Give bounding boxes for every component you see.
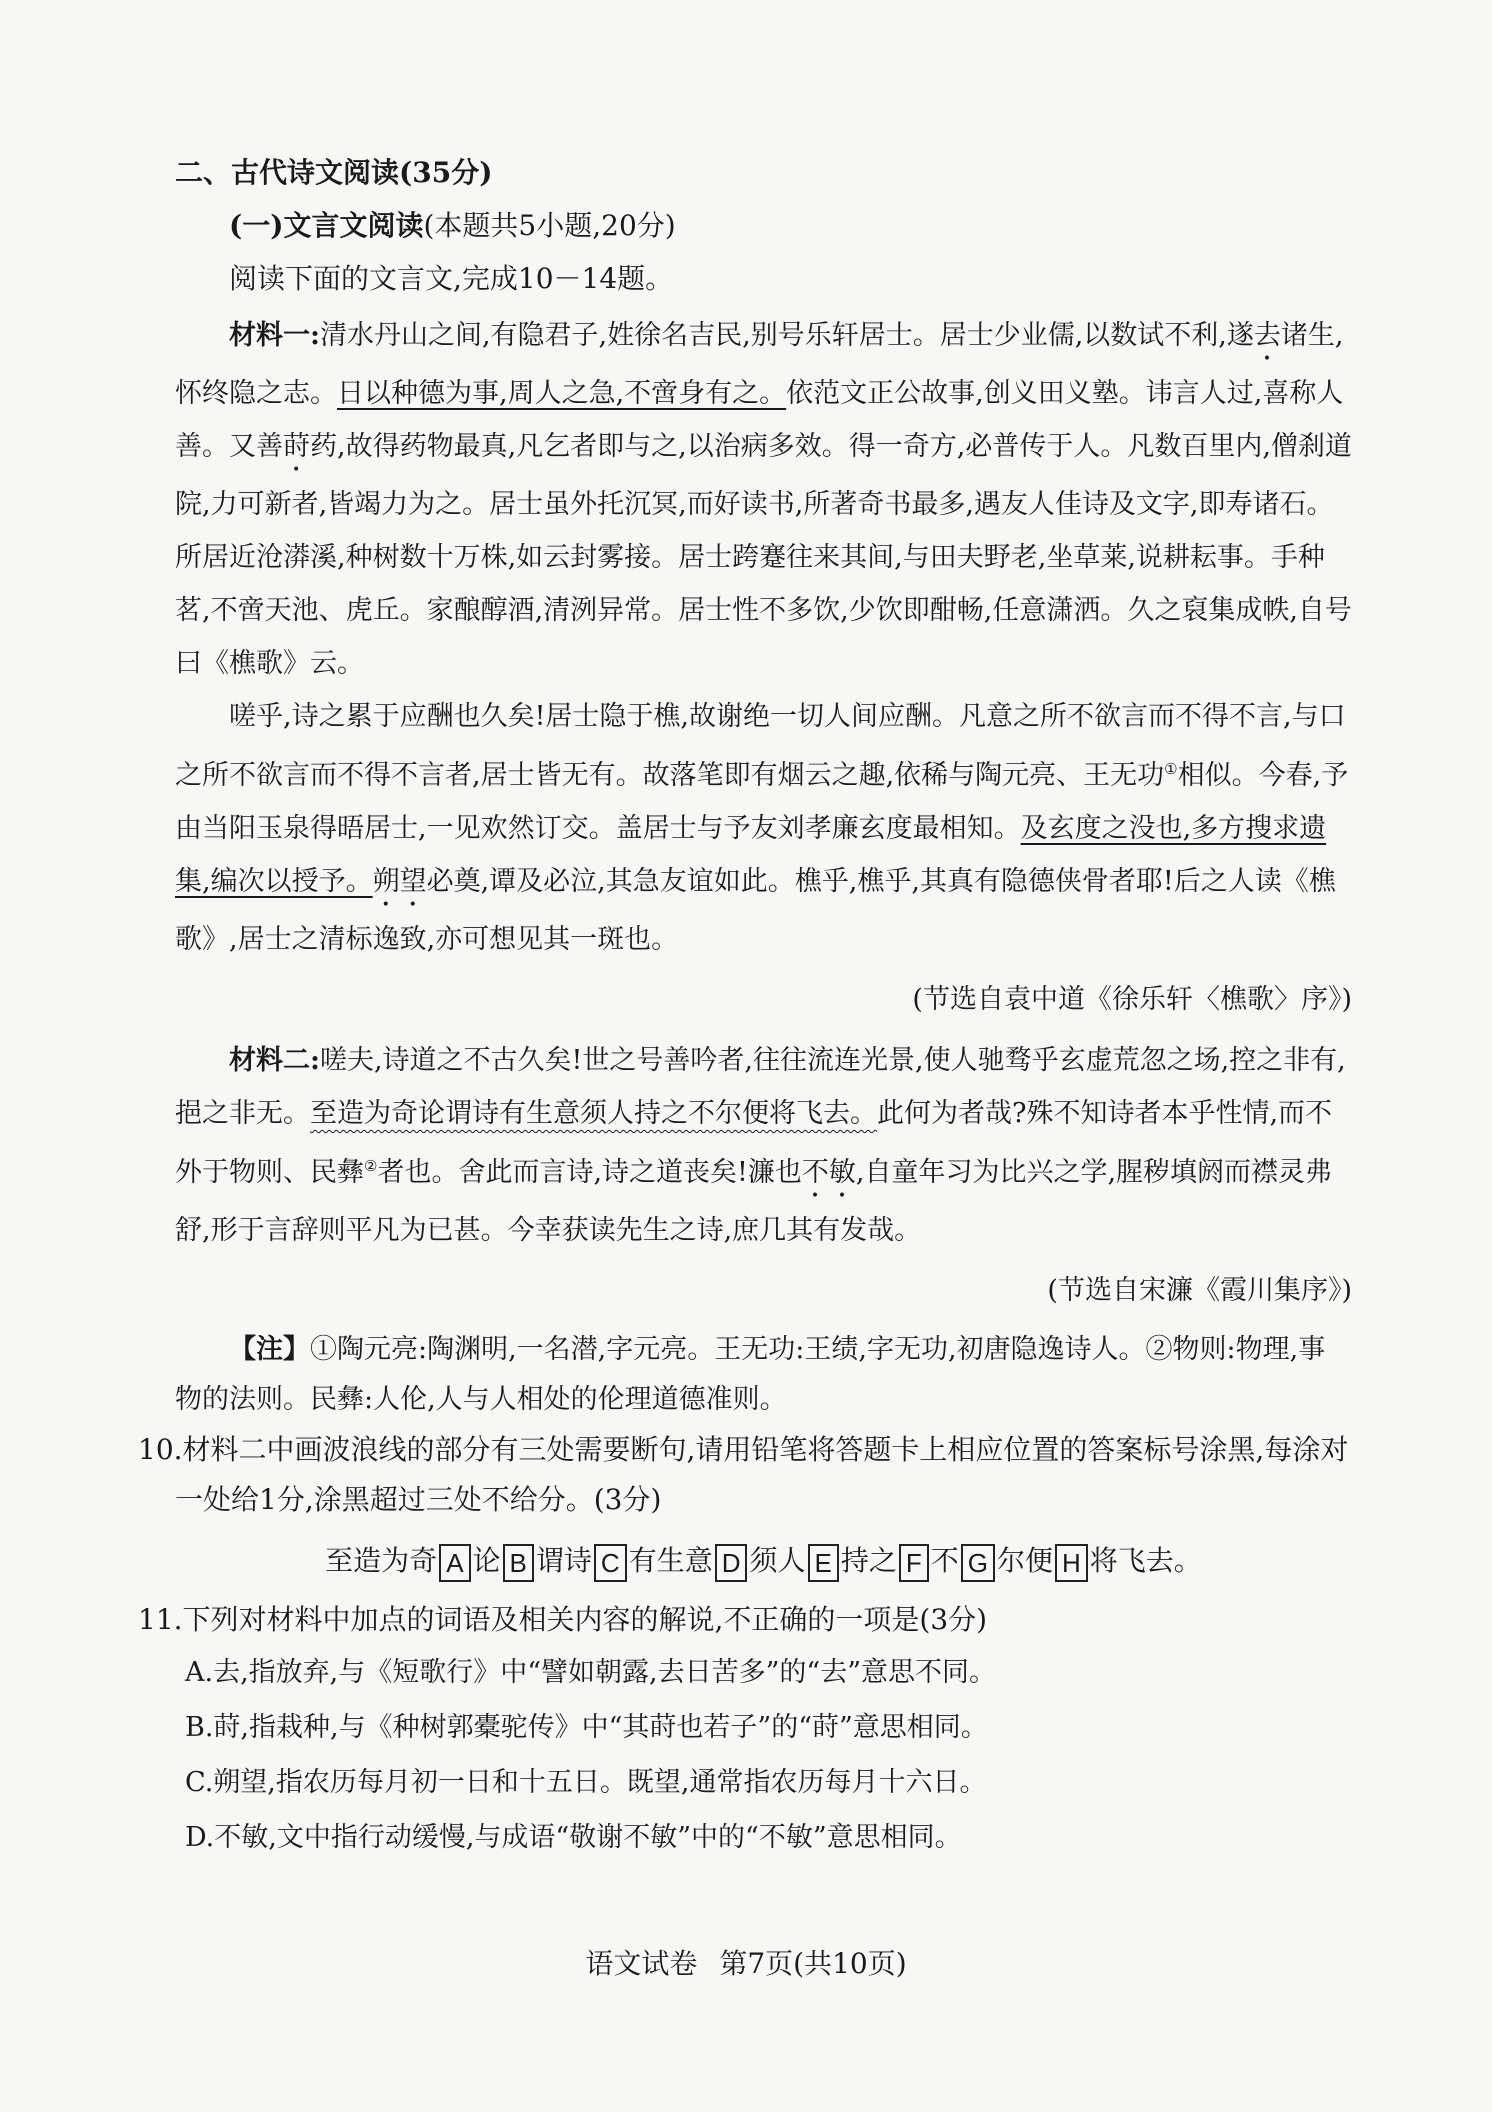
m1-text: 诸生,怀终隐之志。 (175, 320, 1344, 409)
notes (175, 1325, 1352, 1425)
m1-text: 嗟乎,诗之累于应酬也久矣!居士隐于樵,故谢绝一切人间应酬。凡意之所不欲言而不得不言,与口之所不欲言而不得不言者,居士皆无有。故落笔即有烟云之趣,依稀与陶元亮、王无功 (175, 701, 1346, 791)
footer-page-number: 第7页(共10页) (719, 1947, 907, 1980)
underlined-sentence-2: 及玄度之没也,多方搜求遗集,编次以授予。 (175, 813, 1327, 897)
section-title: 二、古代诗文阅读(35分) (175, 156, 493, 189)
q10-segment: 论 (472, 1544, 501, 1577)
material1-paragraph1 (175, 309, 1352, 690)
q10-box-h: H (1055, 1544, 1088, 1582)
m1-text: 依范文正公故事,创义田义塾。讳言人过,喜称人善。又善 (175, 378, 1344, 462)
m1-text: 必奠,谭及必泣,其急友谊如此。樵乎,樵乎,其真有隐德侠骨者耶!后之人读《樵歌》,居士之清标逸致,亦可想见其一斑也。 (175, 866, 1336, 955)
q11-option-d: D.不敏,文中指行动缓慢,与成语“敬谢不敏”中的“不敏”意思相同。 (185, 1822, 962, 1853)
q10-segment: 尔便 (997, 1544, 1054, 1577)
q10-box-b: B (503, 1544, 534, 1582)
material1-source: (节选自袁中道《徐乐轩〈樵歌〉序》) (912, 984, 1352, 1015)
material2-label: 材料二: (229, 1045, 320, 1076)
q10-box-c: C (594, 1544, 627, 1582)
subsection-rest: (本题共5小题,20分) (423, 209, 676, 242)
footer-subject: 语文试卷 (585, 1947, 698, 1980)
q10-text: 材料二中画波浪线的部分有三处需要断句,请用铅笔将答题卡上相应位置的答案标号涂黑,每涂对一处给1分,涂黑超过三处不给分。(3分) (175, 1433, 1349, 1516)
page-footer (0, 1942, 1492, 1982)
q10-box-f: F (899, 1544, 929, 1582)
q10-box-g: G (961, 1544, 995, 1582)
instruction: 阅读下面的文言文,完成10－14题。 (229, 262, 674, 295)
m2-text: ,自童年习为比兴之学,腥秽填阏而襟灵弗舒,形于言辞则平凡为已甚。今幸获读先生之诗,庶几其有发哉。 (175, 1157, 1333, 1246)
material1-label: 材料一: (229, 320, 320, 351)
subsection-title (175, 203, 1352, 248)
material2-source: (节选自宋濂《霞川集序》) (1047, 1275, 1352, 1306)
m1-text: 药,故得药物最真,凡乞者即与之,以治病多效。得一奇方,必普传于人。凡数百里内,僧刹道院,力可新者,皆竭力为之。居士虽外托沉冥,而好读书,所著奇书最多,遇友人佳诗及文字,即寿诸石。所居近沧漭溪,种树数十万株,如云封雾接。居士跨蹇往来其间,与田夫野老,坐草莱,说耕耘事。手种茗,不啻天池、虎丘。家酿醇酒,清洌异常。居士性不多饮,少饮即酣畅,任意潇洒。久之裒集成帙,自号曰《樵歌》云。 (175, 431, 1352, 679)
q10-segment: 须人 (749, 1544, 806, 1577)
footnote-ref-2: ② (364, 1157, 378, 1175)
q11-number: 11. (138, 1603, 183, 1636)
q10-segment: 谓诗 (535, 1544, 592, 1577)
dotted-word-shuowang: 朔望 (372, 866, 427, 897)
question-10 (138, 1425, 1352, 1525)
q11-option-b: B.莳,指栽种,与《种树郭橐驼传》中“其莳也若子”的“莳”意思相同。 (185, 1712, 988, 1743)
q11-option-c: C.朔望,指农历每月初一日和十五日。既望,通常指农历每月十六日。 (185, 1767, 987, 1798)
q11-option-a: A.去,指放弃,与《短歌行》中“譬如朝露,去日苦多”的“去”意思不同。 (185, 1657, 997, 1688)
q10-box-d: D (715, 1544, 748, 1582)
q11-options (175, 1645, 1352, 1865)
m2-text: 嗟夫,诗道之不古久矣!世之号善吟者,往往流连光景,使人驰骛乎玄虚荒忽之场,控之非有,挹之非无。 (175, 1045, 1346, 1129)
m1-text: 相似。今春,予由当阳玉泉得晤居士,一见欢然订交。盖居士与予友刘孝廉玄度最相知。 (175, 760, 1349, 844)
q10-segment: 至造为奇 (325, 1544, 438, 1577)
material2-paragraph (175, 1034, 1352, 1257)
q10-segment: 持之 (840, 1544, 897, 1577)
m1-text: 清水丹山之间,有隐君子,姓徐名吉民,别号乐轩居士。居士少业儒,以数试不利,遂 (319, 320, 1254, 351)
notes-text: ①陶元亮:陶渊明,一名潜,字元亮。王无功:王绩,字无功,初唐隐逸诗人。②物则:物理,事物的法则。民彝:人伦,人与人相处的伦理道德准则。 (175, 1334, 1326, 1415)
q10-box-e: E (808, 1544, 839, 1582)
q10-box-a: A (439, 1544, 470, 1582)
material1-paragraph2 (175, 690, 1352, 966)
q10-number: 10. (138, 1433, 183, 1466)
q11-text: 下列对材料中加点的词语及相关内容的解说,不正确的一项是(3分) (182, 1603, 988, 1636)
q10-segment: 将飞去。 (1089, 1544, 1202, 1577)
dotted-word-bumin: 不敏 (801, 1157, 856, 1188)
footnote-ref-1: ① (1164, 760, 1178, 778)
dotted-word-shi: 莳 (283, 431, 310, 462)
m2-text: 此何为者哉?殊不知诗者本乎性情,而不外于物则、民彝 (175, 1098, 1333, 1188)
m2-text: 者也。舍此而言诗,诗之道丧矣!濂也 (377, 1157, 802, 1188)
underlined-sentence-1: 日以种德为事,周人之急,不啻身有之。 (337, 378, 787, 409)
notes-label: 【注】 (229, 1334, 310, 1365)
dotted-word-qu: 去 (1253, 320, 1281, 351)
wavy-underlined-sentence: 至造为奇论谓诗有生意须人持之不尔便将飞去。 (310, 1098, 877, 1129)
q10-segment: 不 (930, 1544, 959, 1577)
q10-segment: 有生意 (628, 1544, 713, 1577)
question-11 (138, 1595, 1352, 1645)
q10-segmentation-line (175, 1527, 1352, 1595)
subsection-bold: (一)文言文阅读 (229, 209, 424, 242)
